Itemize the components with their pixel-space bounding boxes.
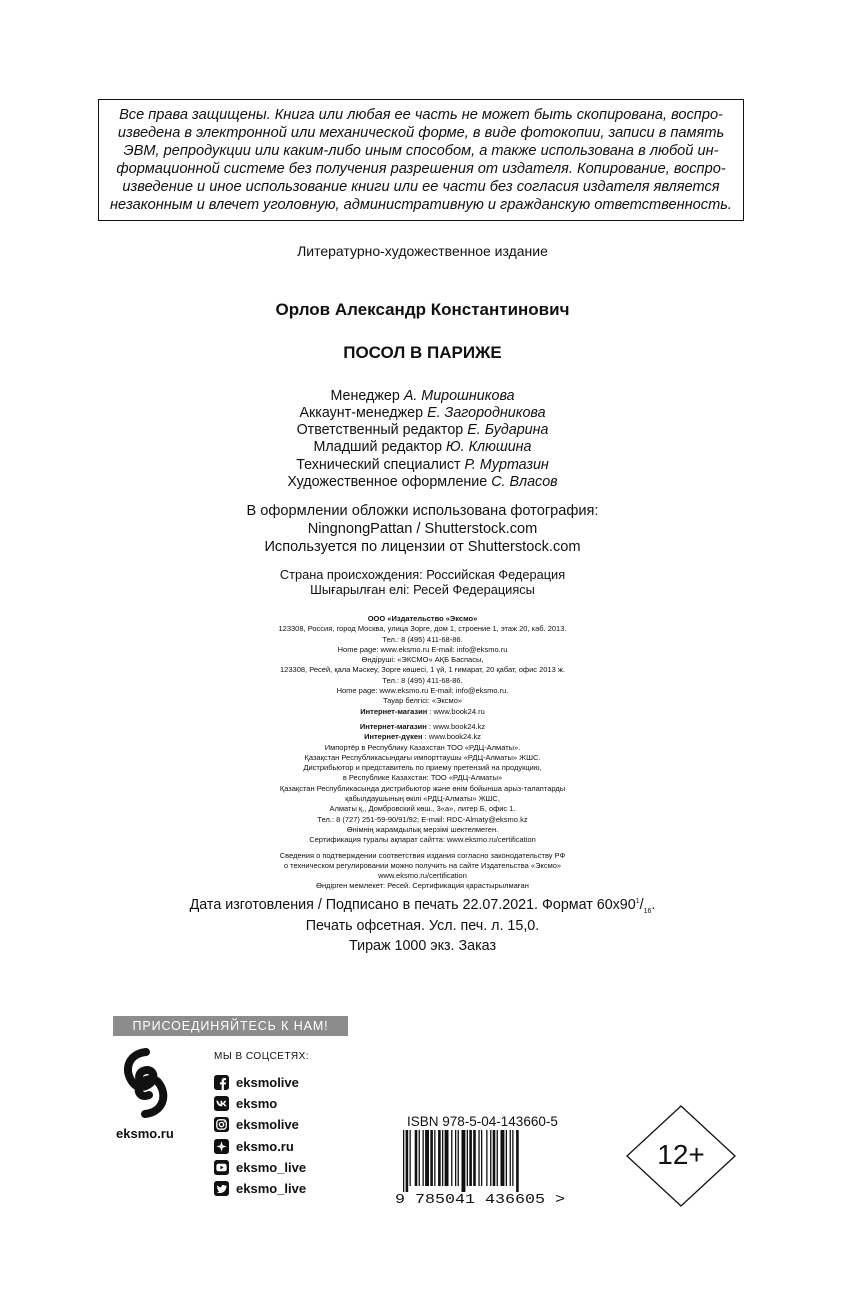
credit-person: Е. Бударина — [467, 422, 549, 438]
social-item-facebook[interactable] — [214, 1074, 299, 1090]
author-name: Орлов Александр Константинович — [275, 300, 570, 319]
publisher-line: о техническом регулировании можно получить на сайте Издательства «Эксмо» — [283, 860, 562, 870]
join-us-banner: ПРИСОЕДИНЯЙТЕСЬ К НАМ! — [113, 1016, 348, 1036]
edition-type: Литературно-художественное издание — [297, 243, 548, 259]
social-label: eksmo.ru — [236, 1138, 294, 1154]
book-title: ПОСОЛ В ПАРИЖЕ — [343, 343, 502, 362]
barcode-bar — [442, 1130, 443, 1186]
credit-line — [0, 421, 845, 439]
publisher-line: Сведения о подтверждении соответствия издания согласно законодательству РФ — [279, 850, 566, 860]
logo-website: eksmo.ru — [116, 1126, 174, 1141]
social-item-eksmo[interactable] — [214, 1138, 294, 1154]
publisher-line: Дистрибьютор и представитель по приему претензий на продукцию, — [303, 763, 542, 773]
copyright-line: Все права защищены. Книга или любая ее часть не может быть скопирована, воспро- — [119, 107, 723, 123]
copyright-notice-box — [98, 99, 744, 221]
publisher-line: ООО «Издательство «Эксмо» — [367, 614, 478, 623]
cover-photo-credit: Используется по лицензии от Shutterstock.com — [264, 539, 581, 555]
twitter-icon — [214, 1181, 229, 1196]
social-item-instagram[interactable] — [214, 1116, 299, 1132]
barcode-bar — [469, 1130, 472, 1186]
publisher-line: Қазақстан Республикасындағы импорттаушы «РДЦ-Алматы» ЖШС. — [304, 752, 541, 762]
online-store-label: Интернет-дүкен — [364, 732, 423, 742]
copyright-line: незаконным и влечет уголовную, административную и гражданскую ответственность. — [110, 197, 732, 213]
publisher-line: Өнімнің жарамдылық мерзімі шектелмеген. — [346, 824, 499, 834]
barcode-bar — [445, 1130, 449, 1186]
publisher-line: Өндіруші: «ЭКСМО» АҚБ Баспасы, — [361, 655, 484, 665]
cover-photo-credit: В оформлении обложки использована фотография: — [246, 503, 599, 519]
credit-role: Художественное оформление — [287, 474, 488, 490]
credit-person: Ю. Клюшина — [446, 439, 532, 455]
format-fraction-denominator: 16 — [643, 907, 652, 915]
barcode-bar — [473, 1130, 476, 1186]
barcode-bar — [516, 1130, 519, 1192]
copyright-line: изведение и иное использование книги или ее части без согласия издателя является — [122, 179, 720, 195]
country-of-origin: Страна происхождения: Российская Федерация — [279, 567, 566, 582]
print-date-text: Дата изготовления / Подписано в печать 22.07.2021. Формат 60x90 — [189, 897, 636, 913]
copyright-line: формационной системе без получения разрешения от издателя. Копирование, воспро- — [116, 161, 726, 177]
barcode-bar — [425, 1130, 429, 1186]
barcode-bar — [512, 1130, 513, 1186]
credit-role: Менеджер — [330, 388, 400, 404]
social-item-vk[interactable] — [214, 1095, 277, 1111]
social-item-youtube[interactable] — [214, 1159, 306, 1175]
publisher-line: Тауар белгісі: «Эксмо» — [382, 696, 463, 706]
social-item-twitter[interactable] — [214, 1180, 306, 1196]
barcode — [393, 1130, 573, 1205]
credit-role: Аккаунт-менеджер — [299, 405, 424, 421]
barcode-bar — [430, 1130, 433, 1186]
isbn-number: ISBN 978-5-04-143660-5 — [407, 1114, 558, 1129]
barcode-bar — [467, 1130, 468, 1186]
barcode-bar — [434, 1130, 435, 1186]
barcode-bar — [410, 1130, 411, 1186]
barcode-bar — [501, 1130, 505, 1186]
barcode-digits: 9 785041 436605 > — [395, 1193, 565, 1205]
barcode-bar — [415, 1130, 418, 1186]
barcode-bar — [497, 1130, 498, 1186]
instagram-icon — [214, 1117, 229, 1132]
publisher-line: қабылдаушының өкілі «РДЦ-Алматы» ЖШС, — [345, 794, 500, 804]
publisher-line: Home page: www.eksmo.ru E-mail: info@eksmo.ru — [337, 644, 508, 654]
credit-line — [0, 473, 845, 491]
publisher-line: 123308, Ресей, қала Мәскеу, Зорге көшесі, 1 үй, 1 ғимарат, 20 қабат, офис 2013 ж. — [280, 665, 565, 675]
print-run: Тираж 1000 экз. Заказ — [348, 938, 497, 954]
eksmo-icon — [214, 1139, 229, 1154]
barcode-bar — [478, 1130, 479, 1186]
social-label: eksmolive — [236, 1074, 299, 1090]
social-label: eksmo_live — [236, 1180, 307, 1196]
copyright-line: ЭВМ, репродукции или каким-либо иным способом, а также использована в любой ин- — [123, 143, 719, 159]
publisher-line: Импортёр в Республику Казахстан ТОО «РДЦ-Алматы». — [324, 742, 521, 752]
publisher-line: в Республике Казахстан: ТОО «РДЦ-Алматы» — [342, 773, 503, 783]
barcode-bars — [403, 1130, 519, 1192]
credit-role: Ответственный редактор — [296, 422, 464, 438]
eksmo-logo-icon — [121, 1048, 171, 1118]
barcode-bar — [406, 1130, 409, 1192]
country-of-origin-kz: Шығарылған елі: Ресей Федерациясы — [310, 582, 535, 597]
barcode-bar — [486, 1130, 487, 1186]
credit-person: Е. Загородникова — [427, 405, 546, 421]
online-store-label: Интернет-магазин — [360, 706, 428, 716]
print-type: Печать офсетная. Усл. печ. л. 15,0. — [305, 918, 540, 934]
barcode-bar — [451, 1130, 452, 1186]
barcode-bar — [510, 1130, 511, 1186]
age-rating: 12+ — [657, 1139, 705, 1170]
youtube-icon — [214, 1160, 229, 1175]
barcode-bar — [458, 1130, 459, 1186]
barcode-bar — [403, 1130, 404, 1192]
publisher-line: Қазақстан Республикасында дистрибьютор және өнім бойынша арыз-талаптарды — [279, 783, 566, 793]
online-store-url: : www.book24.kz — [422, 732, 481, 742]
barcode-bar — [455, 1130, 456, 1186]
credit-person: Р. Муртазин — [464, 457, 549, 473]
format-fraction-numerator: 1 — [635, 898, 640, 906]
credit-line — [0, 404, 845, 422]
credit-line — [0, 387, 845, 405]
barcode-bar — [462, 1130, 466, 1192]
publisher-info — [0, 614, 845, 892]
barcode-bar — [419, 1130, 420, 1186]
credit-person: С. Власов — [491, 474, 558, 490]
credit-person: А. Мирошникова — [403, 388, 515, 404]
online-store-url: : www.book24.kz — [426, 721, 486, 731]
publisher-line — [0, 732, 845, 742]
publisher-line: Тел.: 8 (495) 411-68-86. — [382, 634, 463, 644]
credit-role: Младший редактор — [313, 439, 443, 455]
publisher-line — [0, 722, 845, 732]
barcode-bar — [481, 1130, 482, 1186]
credit-role: Технический специалист — [296, 457, 461, 473]
vk-icon — [214, 1096, 229, 1111]
credit-line — [0, 456, 845, 474]
publisher-line: www.eksmo.ru/certification — [378, 871, 467, 881]
credit-line — [0, 438, 845, 456]
publisher-line: Тел.: 8 (727) 251-59-90/91/92; E-mail: RDC-Almaty@eksmo.kz — [317, 814, 528, 824]
print-date-format: Дата изготовления / Подписано в печать 22.07.2021. Формат $60x90^1/_{16}$. — [189, 897, 656, 915]
copyright-line: изведена в электронной или механической форме, в виде фотокопии, записи в память — [117, 125, 725, 141]
barcode-bar — [493, 1130, 496, 1186]
publisher-line: 123308, Россия, город Москва, улица Зорге, дом 1, строение 1, этаж 20, каб. 2013. — [278, 624, 567, 634]
barcode-bar — [423, 1130, 424, 1186]
barcode-bar — [506, 1130, 507, 1186]
publisher-line: Сертификация туралы ақпарат сайтта: www.eksmo.ru/certification — [309, 835, 536, 845]
social-label: eksmo_live — [236, 1159, 307, 1175]
facebook-icon — [214, 1075, 229, 1090]
social-label: eksmolive — [236, 1116, 299, 1132]
publisher-line: Тел.: 8 (495) 411-68-86. — [382, 675, 463, 685]
online-store-url: : www.book24.ru — [427, 706, 485, 716]
online-store-label: Интернет-магазин — [359, 721, 427, 731]
publisher-line — [0, 707, 845, 717]
publisher-line: Home page: www.eksmo.ru E-mail: info@eksmo.ru. — [336, 686, 509, 696]
social-heading: МЫ В СОЦСЕТЯХ: — [214, 1051, 310, 1062]
barcode-bar — [438, 1130, 441, 1186]
publisher-line: Өндірген мемлекет: Ресей. Сертификация қарастырылмаған — [316, 881, 529, 891]
social-label: eksmo — [236, 1095, 278, 1111]
barcode-bar — [490, 1130, 491, 1186]
publisher-line: Алматы қ., Домбровский көш., 3«а», литер Б, офис 1. — [329, 804, 516, 814]
cover-photo-credit: NingnongPattan / Shutterstock.com — [307, 521, 538, 537]
